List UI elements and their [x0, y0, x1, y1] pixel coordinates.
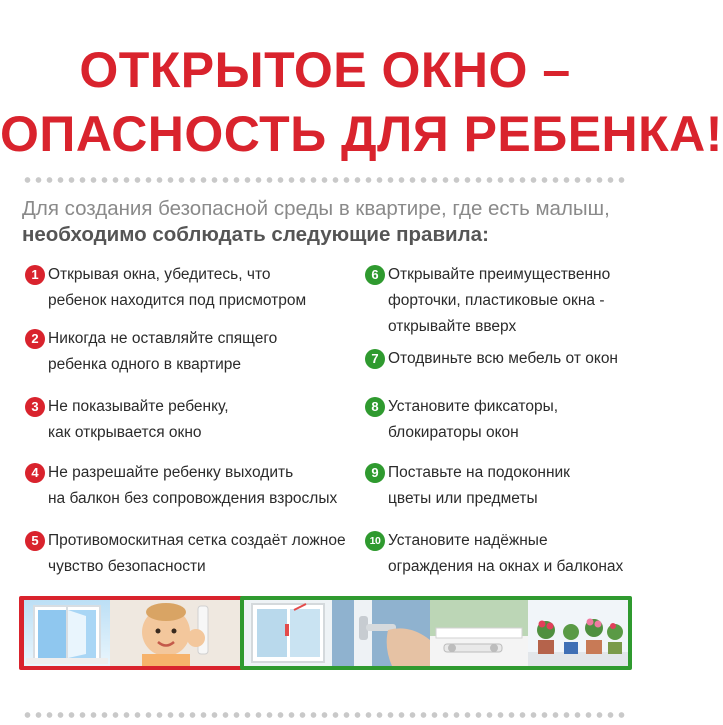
intro-line-2: необходимо соблюдать следующие правила: [22, 223, 489, 246]
rule-text-line: ребенок находится под присмотром [48, 292, 307, 309]
windowsill-flowers-photo [528, 600, 628, 666]
safe-photo-strip [240, 596, 632, 670]
rule-number-badge: 2 [25, 329, 45, 349]
rule-number-badge: 4 [25, 463, 45, 483]
rule-text-line: Открывайте преимущественно [388, 266, 611, 283]
title-line-2: ОПАСНОСТЬ ДЛЯ РЕБЕНКА! [0, 106, 723, 162]
danger-photo-strip [19, 596, 245, 670]
rule-text-line: блокираторы окон [388, 424, 519, 441]
rule-text-line: как открывается окно [48, 424, 202, 441]
rule-text-line: ограждения на окнах и балконах [388, 558, 624, 575]
rule-text-line: открывайте вверх [388, 318, 517, 335]
intro-line-1: Для создания безопасной среды в квартире, где есть малыш, [22, 197, 610, 220]
rule-number-badge: 6 [365, 265, 385, 285]
pvc-window-photo [244, 600, 332, 666]
rule-text-line: на балкон без сопровождения взрослых [48, 490, 338, 507]
child-at-window-photo [110, 600, 240, 666]
rule-number-badge: 8 [365, 397, 385, 417]
rule-text-line: Установите надёжные [388, 532, 548, 549]
rule-number-badge: 5 [25, 531, 45, 551]
rule-text-line: форточки, пластиковые окна - [388, 292, 605, 309]
rule-text-line: Не показывайте ребенку, [48, 398, 229, 415]
rule-text-line: Открывая окна, убедитесь, что [48, 266, 271, 283]
rule-number-badge: 9 [365, 463, 385, 483]
rule-text-line: чувство безопасности [48, 558, 206, 575]
rule-number-badge: 3 [25, 397, 45, 417]
rule-text-line: Противомоскитная сетка создаёт ложное [48, 532, 346, 549]
rule-text-line: ребенка одного в квартире [48, 356, 242, 373]
rule-text-line: Никогда не оставляйте спящего [48, 330, 278, 347]
rule-text-line: Не разрешайте ребенку выходить [48, 464, 294, 481]
rule-number-badge: 10 [365, 531, 385, 551]
dotted-divider-bottom [22, 712, 628, 718]
rule-text-line: Поставьте на подоконник [388, 464, 570, 481]
rule-text-line: Отодвиньте всю мебель от окон [388, 350, 618, 367]
window-latch-photo [430, 600, 528, 666]
rule-number-badge: 7 [365, 349, 385, 369]
rule-text-line: Установите фиксаторы, [388, 398, 559, 415]
open-window-photo [24, 600, 110, 666]
dotted-divider-top [22, 177, 628, 183]
window-handle-photo [332, 600, 430, 666]
title-line-1: ОТКРЫТОЕ ОКНО – [79, 42, 571, 98]
rule-number-badge: 1 [25, 265, 45, 285]
rule-text-line: цветы или предметы [388, 490, 538, 507]
